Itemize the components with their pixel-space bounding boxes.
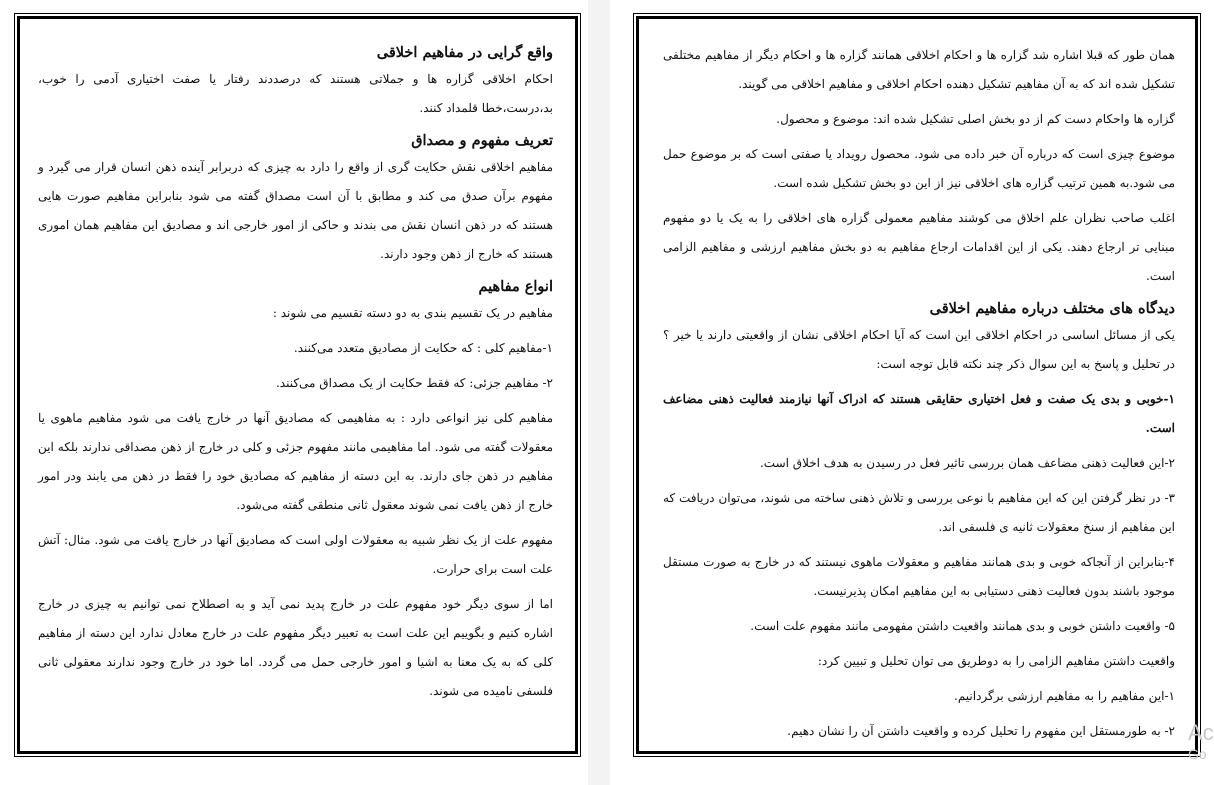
paragraph: ۲- مفاهیم جزئی: که فقط حکایت از یک مصداق می‌کنند. xyxy=(275,376,553,390)
paragraph: موضوع چیزی است که درباره آن خبر داده می شود. محصول رویداد یا صفتی است که بر موضوع حمل می شود.به همین ترتیب گزاره های اخلاقی نیز از این دو بخش تشکیل شده است. xyxy=(663,147,1176,190)
paragraph: همان طور که قبلا اشاره شد گزاره ها و احکام اخلاقی همانند گزاره ها و احکام دیگر از مفاهیم مختلفی تشکیل شده اند که به آن مفاهیم تشکیل دهنده احکام اخلاقی و مفاهیم اخلاقی می گویند. xyxy=(663,48,1175,91)
page-gutter xyxy=(588,0,610,785)
watermark-line-2: Go xyxy=(1188,746,1207,762)
heading-moral-realism: واقع گرایی در مفاهیم اخلاقی xyxy=(376,44,553,61)
paragraph: مفاهیم اخلاقی نقش حکایت گری از واقع را دارد به چیزی که دربرابر آینده ذهن انسان قرار می گیرد و مفهوم برآن صدق می کند و مطابق با آن است مصداق گفته می شود بنابراین مفاهیم صورت هایی هستند که در ذهن انسان نقش می بندند و حاکی از امور خارجی اند و مصادیق این مفاهیم همان اموری هستند که خارج از ذهن وجود دارند. xyxy=(38,160,553,261)
section-realism xyxy=(38,41,553,123)
heading-concept-and-instance: تعریف مفهوم و مصداق xyxy=(411,132,553,149)
paragraph: مفهوم علت از یک نظر شبیه به معقولات اولی است که مصادیق آنها در خارج یافت می شود. مثال: آتش علت است برای حرارت. xyxy=(38,533,553,576)
paragraph: ۱-مفاهیم کلی : که حکایت از مصادیق متعدد می‌کنند. xyxy=(293,341,553,355)
section-types xyxy=(38,275,553,328)
paragraph: گزاره ها واحکام دست کم از دو بخش اصلی تشکیل شده اند: موضوع و محصول. xyxy=(776,112,1175,126)
heading-types-of-concepts: انواع مفاهیم xyxy=(478,278,553,295)
paragraph: واقعیت داشتن مفاهیم الزامی را به دوطریق می توان تحلیل و تبیین کرد: xyxy=(817,654,1175,668)
document-page-right xyxy=(636,16,1198,754)
paragraph: یکی از مسائل اساسی در احکام اخلاقی این است که آیا احکام اخلاقی نشان از واقعیتی دارند یا خیر ؟ در تحلیل و پاسخ به این سوال ذکر چند نکته قابل توجه است: xyxy=(663,328,1175,371)
paragraph: اغلب صاحب نظران علم اخلاق می کوشند مفاهیم معمولی گزاره های اخلاقی را به یک یا دو مفهوم مبنایی تر ارجاع دهند. یکی از این اقدامات ارجاع مفاهیم به دو بخش مفاهیم ارزشی و مفاهیم الزامی است. xyxy=(663,211,1175,283)
list-item: ۱-این مفاهیم را به مفاهیم ارزشی برگردانیم. xyxy=(954,689,1175,703)
paragraph: مفاهیم در یک تقسیم بندی به دو دسته تقسیم می شوند : xyxy=(272,306,553,320)
list-item: ۱-خوبی و بدی یک صفت و فعل اختیاری حقایقی هستند که ادراک آنها نیازمند فعالیت ذهنی مضاعف است. xyxy=(663,392,1175,435)
section-definition xyxy=(38,129,553,269)
list-item: ۳- در نظر گرفتن این که این مفاهیم با نوعی بررسی و تلاش ذهنی ساخته می شوند، می‌توان دریافت که این مفاهیم از سنخ معقولات ثانیه ی فلسفی اند. xyxy=(663,491,1175,534)
activation-watermark xyxy=(1188,720,1214,762)
list-item: ۲-این فعالیت ذهنی مضاعف همان بررسی تاثیر فعل در رسیدن به هدف اخلاق است. xyxy=(759,456,1175,470)
paragraph: اما از سوی دیگر خود مفهوم علت در خارج پدید نمی آید و به اصطلاح نمی توانیم به چیزی در خارج اشاره کنیم و بگوییم این علت است به تعبیر دیگر مفهوم علت در خارج معادل ندارد این دسته از مفاهیم کلی که به یک معنا به اشیا و امور خارجی حمل می گردد. اما خود در خارج وجود ندارند معقولی ثانی فلسفی نامیده می شوند. xyxy=(38,597,553,698)
document-page-left xyxy=(17,16,578,754)
heading-different-views: دیدگاه های مختلف درباره مفاهیم اخلاقی xyxy=(929,300,1175,317)
list-item: ۲- به طورمستقل این مفهوم را تحلیل کرده و واقعیت داشتن آن را نشان دهیم. xyxy=(787,724,1175,738)
paragraph: مفاهیم کلی نیز انواعی دارد : به مفاهیمی که مصادیق آنها در خارج یافت می شود مفاهیم ماهوی یا معقولات گفته می شود. اما مفاهیمی مانند مفهوم جزئی و کلی در خارج از ذهن مصداقی ندارند بلکه این مفاهیم در ذهن جای دارند. به این دسته از مفاهیم که مصادیق خود را فقط در ذهن می یابند ودر امور خارج از ذهن یافت نمی شوند معقول ثانی منطقی گفته می‌شود. xyxy=(38,411,554,512)
paragraph: احکام اخلاقی گزاره ها و جملاتی هستند که درصددند رفتار یا صفت اختیاری آدمی را خوب، بد،درست،خطا قلمداد کنند. xyxy=(38,72,553,115)
watermark-line-1: Ac xyxy=(1188,720,1214,745)
list-item: ۵- واقعیت داشتن خوبی و بدی همانند واقعیت داشتن مفهومی مانند مفهوم علت است. xyxy=(750,619,1175,633)
list-item: ۴-بنابراین از آنجاکه خوبی و بدی همانند مفاهیم و معقولات ماهوی نیستند که در خارج به صورت مستقل موجود باشند بدون فعالیت ذهنی دستیابی به این مفاهیم امکان پذیرنیست. xyxy=(663,555,1175,598)
